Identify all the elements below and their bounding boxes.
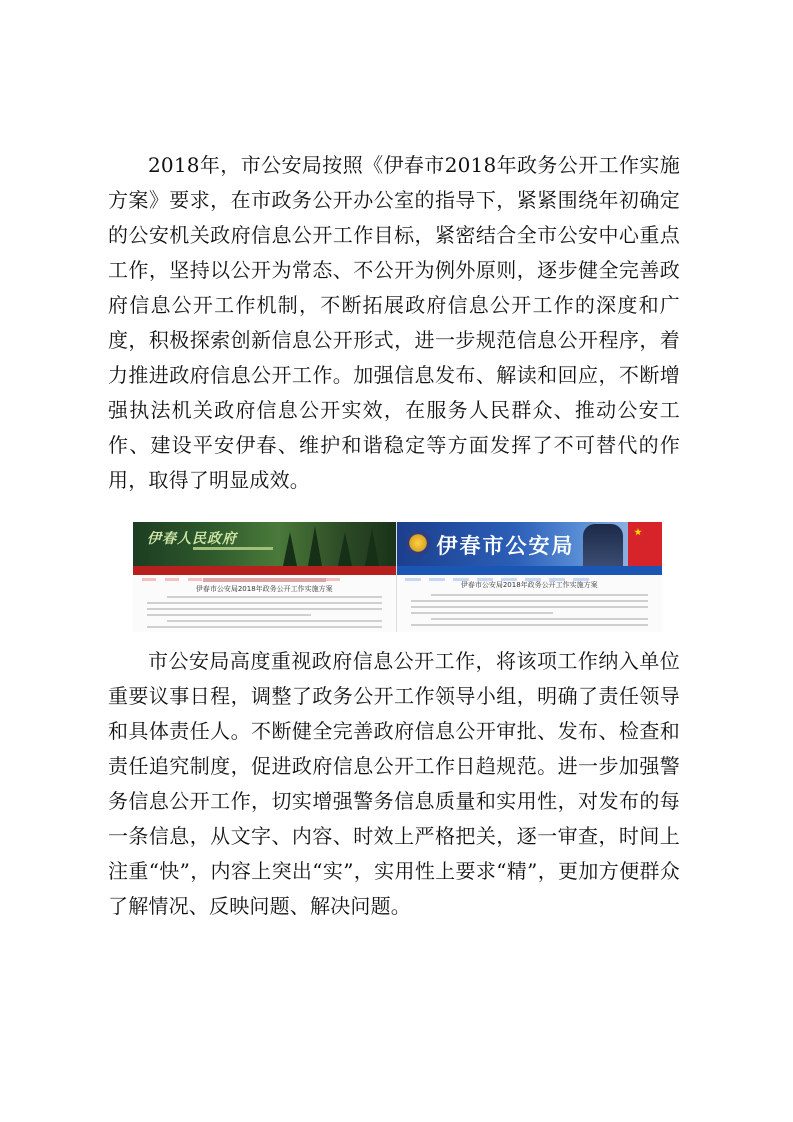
screenshot-government-site — [133, 522, 397, 632]
police-site-logo-text: 伊春市公安局 — [436, 533, 575, 558]
police-badge-icon — [405, 530, 431, 556]
officers-image — [583, 524, 623, 566]
government-site-article-body — [147, 596, 382, 632]
paragraph-work: 市公安局高度重视政府信息公开工作，将该项工作纳入单位重要议事日程，调整了政务公开工作领导小组，明确了责任领导和具体责任人。不断健全完善政府信息公开审批、发布、检查和责任追究制度，促进政府信息公开工作日趋规范。进一步加强警务信息公开工作，切实增强警务信息质量和实用性，对发布的每一条信息，从文字、内容、时效上严格把关，逐一审查，时间上注重“快”，内容上突出“实”，实用性上要求“精”，更加方便群众了解情况、反映问题、解决问题。 — [108, 649, 680, 918]
police-banner — [397, 522, 663, 566]
government-site-article-title: 伊春市公安局2018年政务公开工作实施方案 — [195, 585, 333, 593]
screenshot-police-site — [397, 522, 663, 632]
website-screenshots — [133, 522, 662, 632]
police-site-nav — [397, 566, 663, 575]
flag-icon — [628, 522, 662, 566]
government-site-nav — [133, 566, 396, 575]
forest-banner — [133, 522, 396, 566]
police-site-article-body — [411, 594, 649, 630]
government-site-logo-text: 伊春人民政府 — [147, 531, 237, 547]
paragraph-intro: 2018年，市公安局按照《伊春市2018年政务公开工作实施方案》要求，在市政务公开办公室的指导下，紧紧围绕年初确定的公安机关政府信息公开工作目标，紧密结合全市公安中心重点工作，坚持以公开为常态、不公开为例外原则，逐步健全完善政府信息公开工作机制，不断拓展政府信息公开工作的深度和广度，积极探索创新信息公开形式，进一步规范信息公开程序，着力推进政府信息公开工作。加强信息发布、解读和回应，不断增强执法机关政府信息公开实效，在服务人民群众、推动公安工作、建设平安伊春、维护和谐稳定等方面发挥了不可替代的作用，取得了明显成效。 — [108, 153, 680, 492]
police-site-article-title: 伊春市公安局2018年政务公开工作实施方案 — [460, 581, 598, 589]
